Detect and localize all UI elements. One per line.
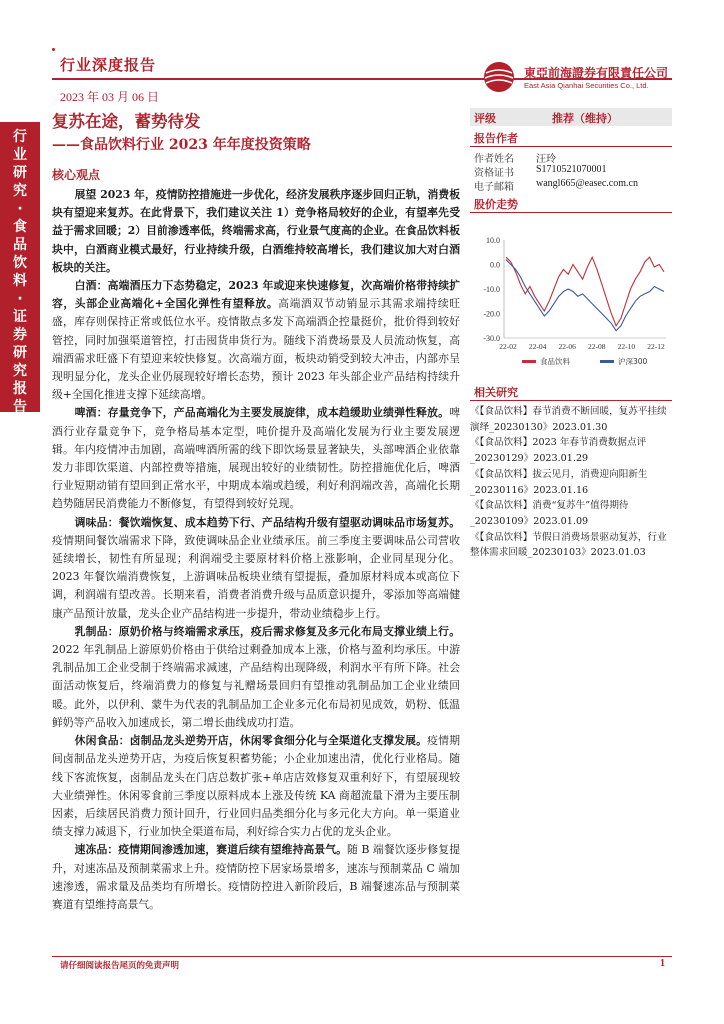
author-key: 电子邮箱: [474, 182, 514, 193]
paragraph-text: 随 B 端餐饮逐步修复提升，对速冻品及预制菜需求上升。疫情防控下居家场景增多，速冻与预制菜品 C 端加速渗透，需求量及品类均有所增长。疫情防控进入新阶段后，B 端餐速冻品与预制菜赛道有望维持高景气。: [52, 843, 460, 911]
related-item[interactable]: 《【食品饮料】消费“复苏牛”值得期待_20230109》2023.01.09: [470, 500, 629, 527]
footer-divider: [52, 956, 672, 957]
y-tick-label: -30.0: [483, 334, 500, 343]
paragraph: [52, 841, 460, 914]
side-char: ·: [17, 291, 23, 307]
y-tick-label: 0.0: [490, 260, 500, 270]
stock-chart-heading: 股价走势: [470, 196, 672, 213]
report-type: 行业深度报告: [60, 56, 157, 74]
legend-swatch: [522, 360, 536, 363]
disclaimer-note: 请仔细阅读报告尾页的免责声明: [60, 961, 180, 971]
x-tick-label: 22-12: [647, 342, 665, 351]
paragraph: [52, 186, 460, 277]
x-tick-label: 22-02: [499, 342, 517, 351]
y-tick-label: 10.0: [486, 236, 500, 245]
page-number: 1: [660, 958, 665, 969]
side-banner: [0, 122, 40, 415]
paragraph: [52, 732, 460, 841]
related-research-list: [470, 404, 672, 561]
paragraph: [52, 514, 460, 623]
rating-box: [470, 108, 672, 126]
side-char: 研: [13, 165, 27, 181]
y-tick-label: -20.0: [483, 309, 500, 319]
paragraph-lead: 展望 2023 年，疫情防控措施进一步优化，经济发展秩序逐步回归正轨，消费板块有望迎来复苏。在此背景下，我们建议关注 1）竞争格局较好的企业，有望率先受益于需求回暖；2）目前渗透率低，终端需求高，行业景气度高的企业。在食品饮料板块中，白酒商业模式最好，行业持续升级，白酒维持较高增长，我们建议加大对白酒板块的关注。: [52, 188, 460, 274]
author-key: 作者姓名: [474, 154, 514, 165]
x-tick-label: 22-10: [617, 342, 636, 351]
brand-logo: [482, 60, 692, 94]
paragraph-lead: 调味品：餐饮端恢复、成本趋势下行、产品结构升级有望驱动调味品市场复苏。: [74, 515, 460, 529]
author-value[interactable]: wangl665@easec.com.cn: [536, 178, 638, 189]
side-char: 证: [13, 309, 27, 325]
side-char: 研: [13, 345, 27, 361]
paragraph-text: 高端酒双节动销显示其需求端持续旺盛，库存则保持正常或低位水平。疫情散点多发下高端酒企控量挺价，批价得到较好管控，同时加强渠道管控，打击囤货串货行为。随线下消费场景及人员流动恢复，高端酒需求旺盛下有望迎来较快修复。次高端方面，板块动销受到较大冲击，内部亦呈现明显分化，龙头企业仍展现较好增长态势，预计 2023 年头部企业产品结构持续升级+全国化推进支撑下延续高增。: [52, 297, 461, 402]
paragraph-text: 2022 年乳制品上游原奶价格由于供给过剩叠加成本上涨，价格与盈利均承压。中游乳制品加工企业受制于终端需求减速，产品结构出现降级，利润水平有所下降。社会面活动恢复后，终端消费力的修复与礼赠场景回归有望推动乳制品加工企业业绩回暖。此外，以伊利、蒙牛为代表的乳制品加工企业多元化布局初见成效，奶粉、低温鲜奶等产品收入加速成长，第二增长曲线成功打造。: [52, 643, 460, 729]
brand-name-cn: 東亞前海證券有限責任公司: [524, 66, 669, 80]
legend-label: 沪深300: [618, 357, 648, 366]
related-item[interactable]: 《【食品饮料】节假日消费场景驱动复苏，行业整体需求回暖_20230103》2023.01.03: [470, 531, 667, 559]
header-dot: [52, 48, 55, 51]
series-line-0: [506, 257, 664, 326]
report-subtitle: ——食品饮料行业 2023 年年度投资策略: [52, 137, 311, 153]
author-value: 汪玲: [536, 154, 556, 165]
paragraph: [52, 623, 460, 732]
related-item[interactable]: 《【食品饮料】2023 年春节消费数据点评_20230129》2023.01.29: [470, 437, 647, 465]
paragraph-lead: 啤酒：存量竞争下，产品高端化为主要发展旋律，成本趋缓助业绩弹性释放。: [74, 406, 450, 420]
paragraph-text: 疫情期间卤制品龙头逆势开店，为疫后恢复积蓄势能；小企业加速出清，优化行业格局。随线下客流恢复，卤制品龙头在门店总数扩张+单店店效修复双重利好下，有望展现较大业绩弹性。休闲零食前三季度以原料成本上涨及传统 KA 商超流量下滑为主要压制因素，后续居民消费力预计回升，行业回归品类细分化与多元化大方向。单一渠道业绩支撑力减退下，行业加快全渠道布局，利好综合实力占优的龙头企业。: [52, 734, 460, 839]
legend-label: 食品饮料: [540, 357, 570, 366]
side-char: 业: [13, 147, 27, 163]
paragraph-text: 疫情期间餐饮端需求下降，致使调味品企业业绩承压。前三季度主要调味品公司营收延续增长，韧性有所显现；利润端受主要原材料价格上涨影响，企业同星现分化。2023 年餐饮端消费恢复，上游调味品板块业绩有望提振，叠加原材料成本或高位下调，利润端有望改善。长期来看，消费者消费升级与品质意识提升，零添加等高端健康产品预计放量，龙头企业产品结构进一步提升，带动业绩稳步上行。: [52, 533, 460, 620]
x-tick-label: 22-08: [588, 342, 606, 351]
rating-label: 评级: [474, 112, 496, 125]
author-heading: 报告作者: [470, 130, 672, 147]
report-title: 复苏在途，蓄势待发: [52, 112, 201, 131]
paragraph-text: 啤酒行业存量竞争下，竞争格局基本定型，吨价提升及高端化发展为行业主要发展逻辑。年内疫情冲击加剧，高端啤酒所需的线下即饮场景显著缺失，头部啤酒企业依靠发力非即饮渠道、内部控费等措施，展现出较好的业绩韧性。防控措施优化后，啤酒行业短期动销有望回到正常水平，中期成本端或趋缓，利好利润端改善，高端化长期趋势随居民消费能力不断修复，有望得到较好兑现。: [52, 406, 460, 511]
paragraph-lead: 速冻品：疫情期间渗透加速，赛道后续有望维持高景气。: [74, 843, 348, 857]
side-char: 行: [13, 129, 27, 145]
side-char: 品: [13, 237, 27, 253]
side-char: 究: [13, 183, 27, 199]
side-char: ·: [17, 201, 23, 217]
core-views-heading: 核心观点: [52, 168, 101, 182]
x-tick-label: 22-06: [558, 342, 576, 351]
side-char: 食: [13, 219, 27, 235]
paragraph: [52, 277, 460, 404]
side-char: 报: [13, 381, 27, 397]
side-char: 券: [13, 327, 27, 343]
paragraph-lead: 白酒：高端酒压力下态势稳定，2023 年或迎来快速修复，次高端价格带持续扩容，头部企业高端化+全国化弹性有望释放。: [52, 279, 460, 311]
rating-value: 推荐（维持）: [552, 112, 618, 125]
side-char: 饮: [13, 255, 27, 271]
paragraph-lead: 休闲食品：卤制品龙头逆势开店，休闲零食细分化与全渠道化支撑发展。: [74, 734, 428, 748]
side-char: 告: [13, 399, 27, 415]
y-tick-label: -10.0: [483, 285, 500, 294]
chart-svg: [470, 226, 672, 376]
stock-price-chart: [470, 226, 672, 376]
related-item[interactable]: 《【食品饮料】春节消费不断回暖，复苏平挂续演绎_20230130》2023.01.30: [470, 406, 667, 433]
related-item[interactable]: 《【食品饮料】拔云见月，消费迎向阳新生_20230116》2023.01.16: [470, 468, 648, 496]
report-date: 2023 年 03 月 06 日: [60, 90, 160, 104]
related-research-heading: 相关研究: [470, 384, 672, 401]
brand-globe-icon: [482, 60, 516, 94]
side-char: 料: [13, 273, 27, 289]
brand-name-en: East Asia Qianhai Securities Co., Ltd.: [524, 81, 649, 90]
report-body: [52, 186, 460, 914]
side-char: 究: [13, 363, 27, 379]
legend-swatch: [600, 360, 614, 363]
author-value: S1710521070001: [536, 164, 607, 175]
author-key: 资格证书: [474, 168, 514, 179]
paragraph-lead: 乳制品：原奶价格与终端需求承压，疫后需求修复及多元化布局支撑业绩上行。: [74, 624, 460, 638]
paragraph: [52, 404, 460, 513]
x-tick-label: 22-04: [528, 342, 547, 351]
